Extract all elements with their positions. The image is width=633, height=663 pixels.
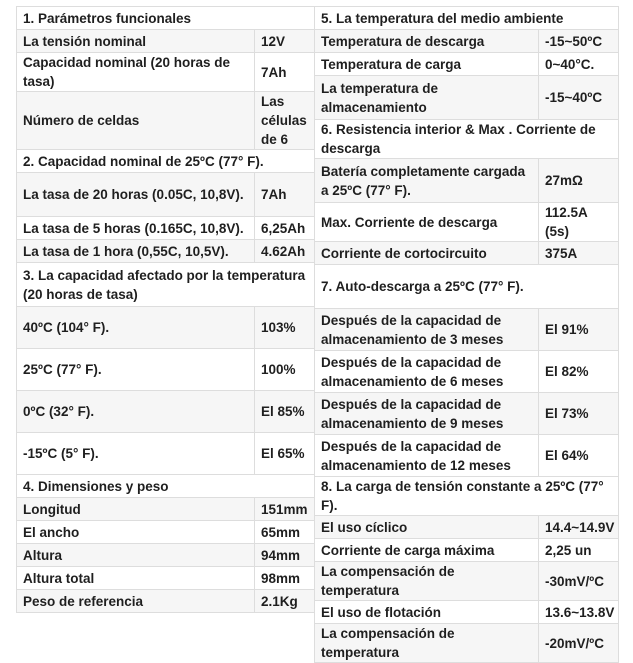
- spec-label: Después de la capacidad de almacenamiento de 6 meses: [315, 351, 539, 393]
- section-header-row: [17, 150, 315, 173]
- spec-label: Número de celdas: [17, 92, 255, 150]
- section-title: 5. La temperatura del medio ambiente: [315, 7, 619, 30]
- spec-row: [17, 521, 315, 544]
- spec-row: [315, 53, 619, 76]
- spec-row: [17, 240, 315, 263]
- spec-row: [17, 173, 315, 217]
- spec-value: 7Ah: [255, 53, 315, 92]
- spec-value: El 91%: [539, 309, 619, 351]
- section-title: 2. Capacidad nominal de 25ºC (77° F).: [17, 150, 315, 173]
- spec-value: 13.6~13.8V: [539, 601, 619, 624]
- spec-row: [17, 498, 315, 521]
- spec-row: [17, 307, 315, 349]
- left-spec-table: [16, 6, 315, 613]
- spec-row: [315, 76, 619, 120]
- spec-value: 2,25 un: [539, 539, 619, 562]
- spec-label: La compensación de temperatura: [315, 624, 539, 663]
- spec-row: [17, 349, 315, 391]
- spec-value: 4.62Ah: [255, 240, 315, 263]
- spec-row: [315, 624, 619, 663]
- spec-label: Max. Corriente de descarga: [315, 203, 539, 242]
- spec-row: [315, 562, 619, 601]
- spec-row: [17, 544, 315, 567]
- spec-label: Peso de referencia: [17, 590, 255, 613]
- spec-value: Las células de 6: [255, 92, 315, 150]
- spec-value: -15~50ºC: [539, 30, 619, 53]
- spec-value: -20mV/ºC: [539, 624, 619, 663]
- section-header-row: [315, 265, 619, 309]
- section-header-row: [315, 7, 619, 30]
- section-title: 7. Auto-descarga a 25ºC (77° F).: [315, 265, 619, 309]
- spec-row: [17, 433, 315, 475]
- spec-row: [315, 159, 619, 203]
- section-title: 3. La capacidad afectado por la temperatura (20 horas de tasa): [17, 263, 315, 307]
- spec-row: [315, 435, 619, 477]
- spec-value: 94mm: [255, 544, 315, 567]
- spec-label: La tasa de 1 hora (0,55C, 10,5V).: [17, 240, 255, 263]
- spec-value: 0~40°C.: [539, 53, 619, 76]
- spec-row: [315, 393, 619, 435]
- spec-value: 98mm: [255, 567, 315, 590]
- spec-sheet: [16, 6, 618, 660]
- spec-label: Longitud: [17, 498, 255, 521]
- section-header-row: [17, 7, 315, 30]
- spec-value: 12V: [255, 30, 315, 53]
- spec-label: Batería completamente cargada a 25ºC (77° F).: [315, 159, 539, 203]
- section-header-row: [17, 475, 315, 498]
- spec-label: La tensión nominal: [17, 30, 255, 53]
- spec-label: La temperatura de almacenamiento: [315, 76, 539, 120]
- spec-value: El 82%: [539, 351, 619, 393]
- spec-label: El uso cíclico: [315, 516, 539, 539]
- section-header-row: [315, 477, 619, 516]
- spec-value: 151mm: [255, 498, 315, 521]
- spec-label: Temperatura de carga: [315, 53, 539, 76]
- spec-value: 27mΩ: [539, 159, 619, 203]
- spec-label: Altura: [17, 544, 255, 567]
- spec-label: -15ºC (5° F).: [17, 433, 255, 475]
- spec-value: 2.1Kg: [255, 590, 315, 613]
- spec-label: Altura total: [17, 567, 255, 590]
- spec-value: 100%: [255, 349, 315, 391]
- spec-row: [17, 590, 315, 613]
- spec-label: La tasa de 20 horas (0.05C, 10,8V).: [17, 173, 255, 217]
- spec-row: [315, 30, 619, 53]
- spec-row: [315, 309, 619, 351]
- spec-label: 40ºC (104° F).: [17, 307, 255, 349]
- spec-label: Corriente de carga máxima: [315, 539, 539, 562]
- spec-label: El ancho: [17, 521, 255, 544]
- spec-row: [315, 539, 619, 562]
- spec-value: 375A: [539, 242, 619, 265]
- spec-value: El 85%: [255, 391, 315, 433]
- section-title: 4. Dimensiones y peso: [17, 475, 315, 498]
- spec-label: El uso de flotación: [315, 601, 539, 624]
- spec-value: El 65%: [255, 433, 315, 475]
- spec-label: La tasa de 5 horas (0.165C, 10,8V).: [17, 217, 255, 240]
- spec-row: [17, 92, 315, 150]
- spec-label: 25ºC (77° F).: [17, 349, 255, 391]
- spec-value: -30mV/ºC: [539, 562, 619, 601]
- spec-value: 103%: [255, 307, 315, 349]
- spec-row: [17, 217, 315, 240]
- spec-row: [17, 567, 315, 590]
- spec-row: [17, 53, 315, 92]
- spec-row: [315, 203, 619, 242]
- right-spec-table: [314, 6, 619, 663]
- spec-label: Después de la capacidad de almacenamiento de 9 meses: [315, 393, 539, 435]
- spec-value: 112.5A (5s): [539, 203, 619, 242]
- spec-label: Temperatura de descarga: [315, 30, 539, 53]
- spec-label: La compensación de temperatura: [315, 562, 539, 601]
- spec-value: 14.4~14.9V: [539, 516, 619, 539]
- spec-value: El 73%: [539, 393, 619, 435]
- spec-value: 7Ah: [255, 173, 315, 217]
- spec-row: [315, 242, 619, 265]
- spec-label: Después de la capacidad de almacenamiento de 3 meses: [315, 309, 539, 351]
- spec-value: 6,25Ah: [255, 217, 315, 240]
- section-title: 8. La carga de tensión constante a 25ºC (77° F).: [315, 477, 619, 516]
- spec-row: [315, 351, 619, 393]
- spec-label: 0ºC (32° F).: [17, 391, 255, 433]
- spec-row: [17, 30, 315, 53]
- section-title: 6. Resistencia interior & Max . Corriente de descarga: [315, 120, 619, 159]
- spec-value: -15~40ºC: [539, 76, 619, 120]
- spec-row: [17, 391, 315, 433]
- spec-value: El 64%: [539, 435, 619, 477]
- section-title: 1. Parámetros funcionales: [17, 7, 315, 30]
- spec-label: Capacidad nominal (20 horas de tasa): [17, 53, 255, 92]
- section-header-row: [315, 120, 619, 159]
- spec-label: Corriente de cortocircuito: [315, 242, 539, 265]
- section-header-row: [17, 263, 315, 307]
- spec-row: [315, 601, 619, 624]
- spec-row: [315, 516, 619, 539]
- spec-value: 65mm: [255, 521, 315, 544]
- spec-label: Después de la capacidad de almacenamiento de 12 meses: [315, 435, 539, 477]
